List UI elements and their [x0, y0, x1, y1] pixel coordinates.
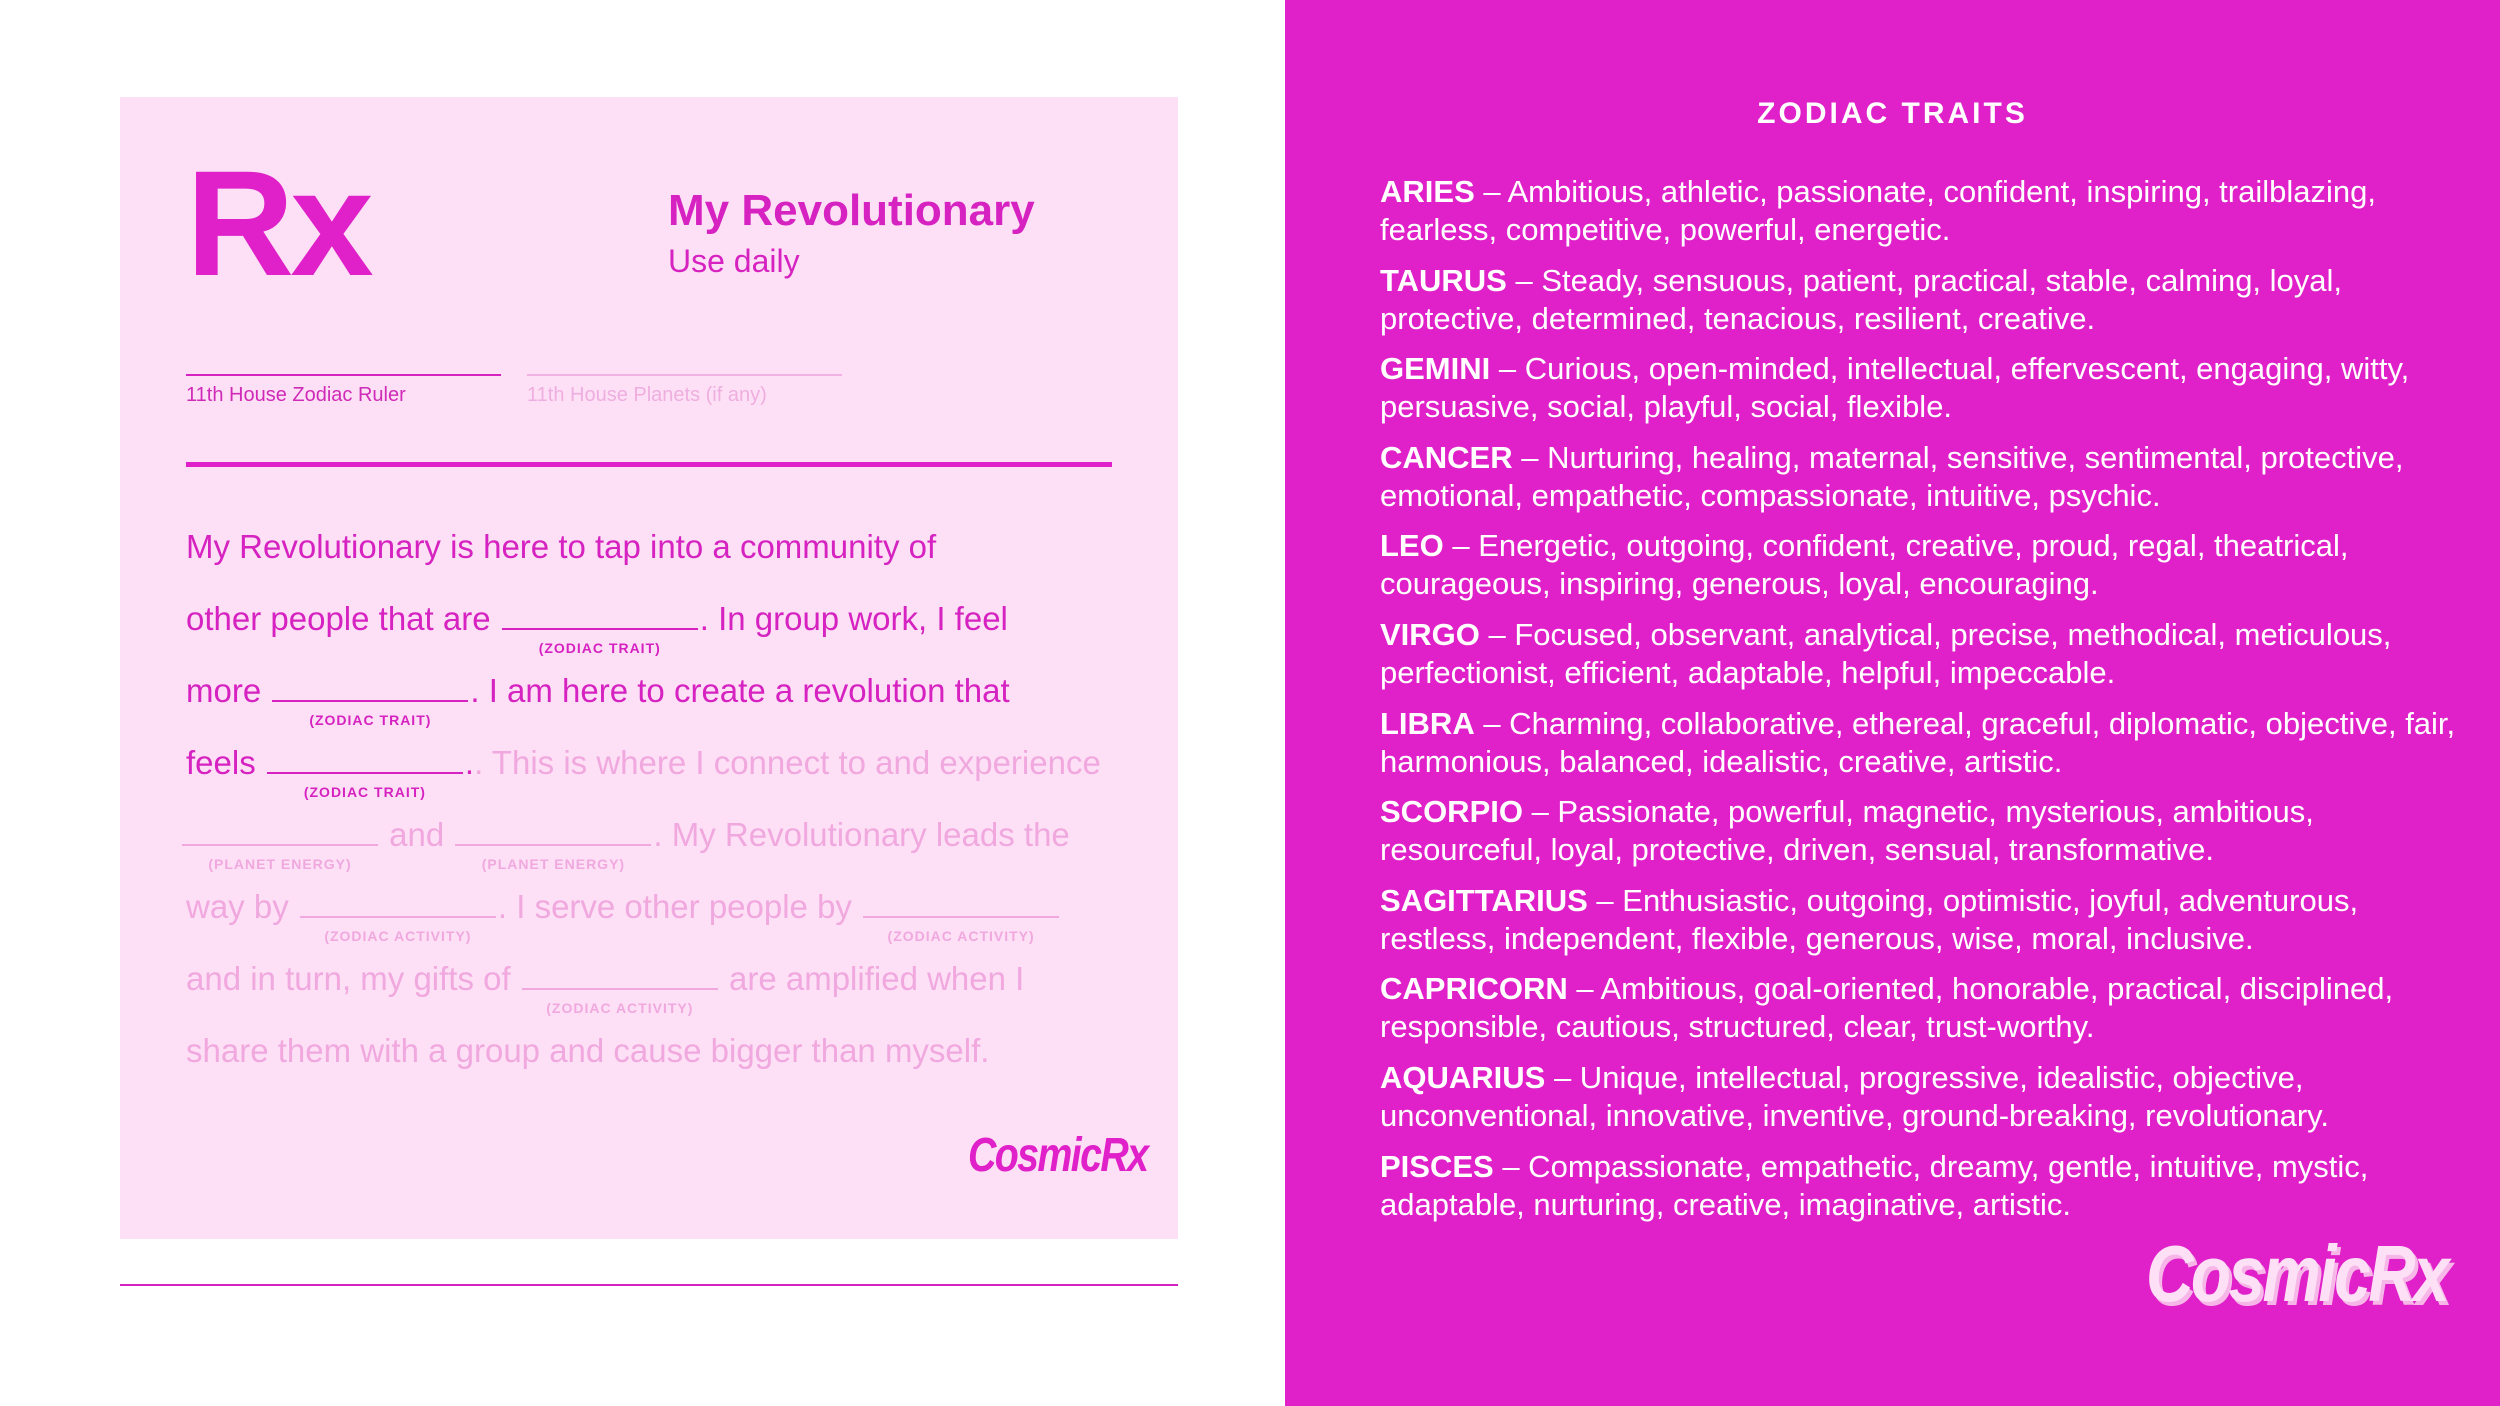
- blank-zodiac-activity-2[interactable]: (ZODIAC ACTIVITY): [863, 888, 1059, 918]
- paragraph-line-1: My Revolutionary is here to tap into a community of: [186, 528, 937, 565]
- trait-sagittarius: SAGITTARIUS – Enthusiastic, outgoing, optimistic, joyful, adventurous, restless, independent, flexible, generous, wise, moral, inclusive.: [1380, 882, 2359, 956]
- paragraph-line-8: share them with a group and cause bigger than myself.: [186, 1032, 990, 1069]
- paragraph-line-3: more (ZODIAC TRAIT) . I am here to create a revolution that: [186, 672, 1010, 728]
- trait-scorpio: SCORPIO – Passionate, powerful, magnetic, mysterious, ambitious, resourceful, loyal, protective, driven, sensual, transformative.: [1380, 794, 2314, 868]
- paragraph-line-4: feels (ZODIAC TRAIT) .. This is where I connect to and experience: [186, 744, 1101, 800]
- bottom-rule: [120, 1284, 1178, 1286]
- paragraph-line-2: other people that are (ZODIAC TRAIT) . In group work, I feel: [186, 600, 1008, 656]
- card-title: My Revolutionary: [668, 186, 1035, 235]
- cosmicrx-logo-panel: CosmicRx: [2146, 1229, 2448, 1318]
- paragraph-line-6: way by (ZODIAC ACTIVITY) . I serve other people by (ZODIAC ACTIVITY): [186, 888, 1061, 926]
- trait-aquarius: AQUARIUS – Unique, intellectual, progressive, idealistic, objective, unconventional, innovative, inventive, ground-breaking, revolutionary.: [1380, 1059, 2329, 1133]
- paragraph-line-7: and in turn, my gifts of (ZODIAC ACTIVITY) are amplified when I: [186, 960, 1025, 1016]
- blank-zodiac-activity-1[interactable]: (ZODIAC ACTIVITY): [300, 888, 496, 918]
- trait-gemini: GEMINI – Curious, open-minded, intellectual, effervescent, engaging, witty, persuasive, social, playful, social, flexible.: [1380, 351, 2410, 425]
- blank-zodiac-trait-2[interactable]: (ZODIAC TRAIT): [272, 672, 468, 702]
- blank-zodiac-trait-1[interactable]: (ZODIAC TRAIT): [502, 600, 698, 630]
- house-planets-label: 11th House Planets (if any): [527, 384, 767, 406]
- blank-zodiac-activity-3[interactable]: (ZODIAC ACTIVITY): [522, 960, 718, 990]
- trait-libra: LIBRA – Charming, collaborative, ethereal, graceful, diplomatic, objective, fair, harmonious, balanced, idealistic, creative, artistic.: [1380, 705, 2456, 779]
- rx-symbol: Rx: [186, 139, 370, 307]
- panel-title: ZODIAC TRAITS: [1757, 97, 2028, 130]
- trait-capricorn: CAPRICORN – Ambitious, goal-oriented, honorable, practical, disciplined, responsible, cautious, structured, clear, trust-worthy.: [1380, 971, 2394, 1045]
- zodiac-traits-panel: [1285, 0, 2500, 1406]
- card-divider: [186, 462, 1112, 467]
- blank-zodiac-trait-3[interactable]: (ZODIAC TRAIT): [267, 744, 463, 774]
- blank-planet-energy-2[interactable]: (PLANET ENERGY): [455, 816, 651, 846]
- trait-cancer: CANCER – Nurturing, healing, maternal, sensitive, sentimental, protective, emotional, empathetic, compassionate, intuitive, psychic.: [1380, 439, 2404, 513]
- house-planets-line[interactable]: [527, 374, 842, 376]
- trait-leo: LEO – Energetic, outgoing, confident, creative, proud, regal, theatrical, courageous, inspiring, generous, loyal, encouraging.: [1380, 528, 2349, 602]
- trait-virgo: VIRGO – Focused, observant, analytical, precise, methodical, meticulous, perfectionist, efficient, adaptable, helpful, impeccable.: [1380, 616, 2392, 690]
- traits-list: [1380, 173, 2460, 1236]
- zodiac-ruler-line[interactable]: [186, 374, 501, 376]
- zodiac-ruler-label: 11th House Zodiac Ruler: [186, 384, 406, 406]
- paragraph-line-5: (PLANET ENERGY) and (PLANET ENERGY) . My Revolutionary leads the: [180, 816, 1070, 854]
- cosmicrx-logo-card: CosmicRx: [968, 1129, 1148, 1182]
- card-subtitle: Use daily: [668, 243, 800, 279]
- trait-taurus: TAURUS – Steady, sensuous, patient, practical, stable, calming, loyal, protective, determined, tenacious, resilient, creative.: [1380, 262, 2343, 336]
- trait-aries: ARIES – Ambitious, athletic, passionate, confident, inspiring, trailblazing, fearless, competitive, powerful, energetic.: [1380, 174, 2376, 247]
- trait-pisces: PISCES – Compassionate, empathetic, dreamy, gentle, intuitive, mystic, adaptable, nurturing, creative, imaginative, artistic.: [1380, 1148, 2369, 1222]
- blank-planet-energy-1[interactable]: (PLANET ENERGY): [182, 816, 378, 846]
